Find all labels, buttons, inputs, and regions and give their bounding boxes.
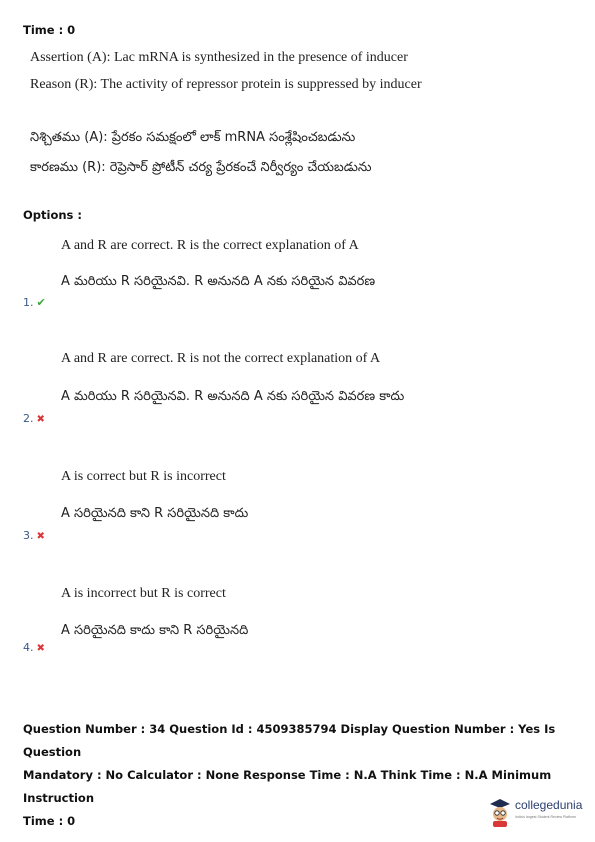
option-1-number-row[interactable] — [23, 296, 46, 309]
check-icon: ✔ — [36, 296, 46, 309]
question-meta-line-2: Mandatory : No Calculator : None Response Time : N.A Think Time : N.A Minimum Instruction — [23, 768, 552, 805]
option-2-number-row[interactable] — [23, 412, 45, 425]
option-2-en: A and R are correct. R is not the correct explanation of A — [61, 351, 381, 366]
reason-en: Reason (R): The activity of repressor protein is suppressed by inducer — [30, 77, 422, 92]
option-1-number: 1. — [23, 296, 34, 309]
question-meta-line-3: Time : 0 — [23, 814, 76, 828]
mascot-icon — [488, 797, 512, 827]
cross-icon: ✖ — [36, 643, 45, 654]
option-1-te: A మరియు R సరియైనవి. R అనునది A నకు సరియైన వివరణ — [61, 274, 376, 289]
option-3-number: 3. — [23, 529, 34, 542]
option-3-te: A సరియైనది కాని R సరియైనది కాదు — [61, 506, 249, 521]
time-label: Time : 0 — [23, 23, 76, 37]
question-meta-line-1: Question Number : 34 Question Id : 4509385794 Display Question Number : Yes Is Question — [23, 722, 556, 759]
logo-name: collegedunia — [515, 798, 583, 812]
cross-icon: ✖ — [36, 414, 45, 425]
assertion-te: నిశ్చితము (A): ప్రేరకం సమక్షంలో లాక్ mRNA సంశ్లేషించబడును — [30, 130, 356, 145]
options-label: Options : — [23, 208, 82, 222]
reason-te: కారణము (R): రెప్రెసార్ ప్రోటీన్ చర్య ప్రేరకంచే నిర్వీర్యం చేయబడును — [30, 160, 372, 175]
option-4-number: 4. — [23, 641, 34, 654]
option-3-en: A is correct but R is incorrect — [61, 469, 226, 484]
collegedunia-logo — [488, 795, 588, 829]
assertion-en: Assertion (A): Lac mRNA is synthesized in the presence of inducer — [30, 50, 408, 65]
cross-icon: ✖ — [36, 531, 45, 542]
option-3-number-row[interactable] — [23, 529, 45, 542]
option-4-te: A సరియైనది కాదు కాని R సరియైనది — [61, 623, 249, 638]
logo-tagline: India's largest Student Review Platform — [515, 815, 576, 819]
option-1-en: A and R are correct. R is the correct explanation of A — [61, 238, 359, 253]
option-2-number: 2. — [23, 412, 34, 425]
option-2-te: A మరియు R సరియైనవి. R అనునది A నకు సరియైన వివరణ కాదు — [61, 389, 405, 404]
option-4-en: A is incorrect but R is correct — [61, 586, 226, 601]
option-4-number-row[interactable] — [23, 641, 45, 654]
